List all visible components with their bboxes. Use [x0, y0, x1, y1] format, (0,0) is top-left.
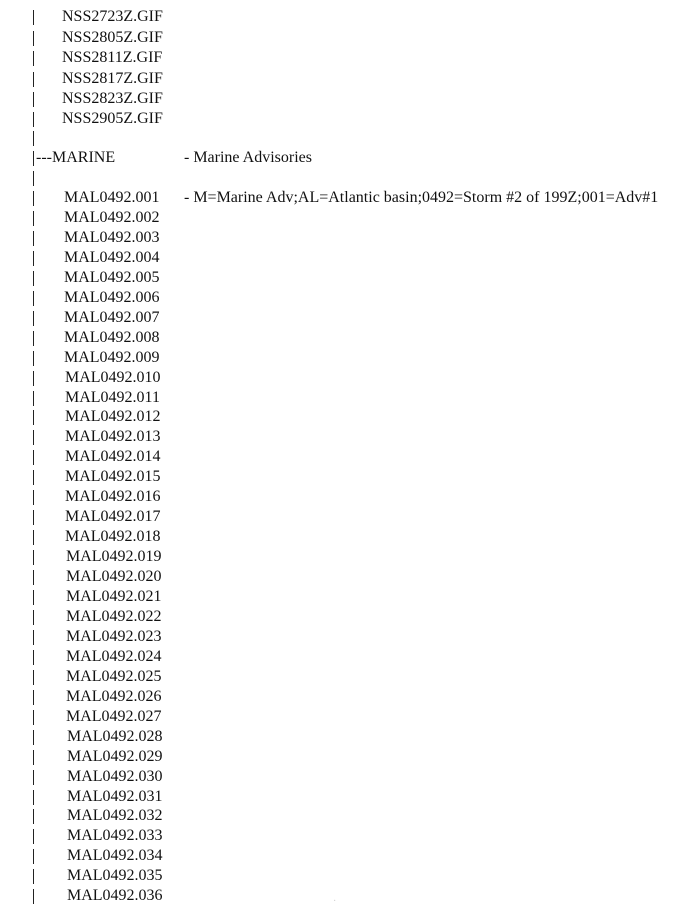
marine-advisory-file-name: MAL0492.004 — [64, 249, 160, 266]
tree-line — [33, 670, 34, 685]
marine-advisory-file-name: MAL0492.021 — [66, 588, 162, 605]
tree-line — [33, 211, 34, 226]
tree-line — [33, 191, 34, 206]
file-name: NSS2723Z.GIF — [62, 8, 163, 25]
tree-line — [33, 311, 34, 326]
marine-advisory-file-name: MAL0492.018 — [65, 528, 161, 545]
tree-line — [33, 650, 34, 665]
marine-advisory-file-name: MAL0492.028 — [67, 728, 163, 745]
marine-advisory-file-name: MAL0492.030 — [67, 768, 163, 785]
marine-advisory-file-name: MAL0492.001 — [64, 189, 160, 206]
tree-line — [33, 490, 34, 505]
tree-line — [33, 770, 34, 785]
tree-line — [33, 710, 34, 725]
tree-line — [33, 430, 34, 445]
marine-advisory-file-name: MAL0492.011 — [65, 389, 160, 406]
file-name: NSS2905Z.GIF — [62, 110, 163, 127]
tree-line — [33, 829, 34, 844]
marine-advisory-file-name: MAL0492.024 — [66, 648, 162, 665]
marine-advisory-file-name: MAL0492.034 — [67, 847, 163, 864]
tree-line — [33, 869, 34, 884]
tree-line — [33, 391, 34, 406]
tree-line — [33, 151, 34, 166]
tree-line — [33, 889, 34, 904]
marine-advisory-file-name: MAL0492.002 — [64, 209, 160, 226]
tree-line — [33, 610, 34, 625]
marine-advisory-file-name: MAL0492.031 — [67, 788, 163, 805]
marine-advisory-file-name: MAL0492.020 — [66, 568, 162, 585]
marine-advisory-file-name: MAL0492.010 — [65, 369, 161, 386]
tree-line — [33, 351, 34, 366]
marine-advisory-file-name: MAL0492.015 — [65, 468, 161, 485]
tree-line — [33, 630, 34, 645]
marine-advisory-file-name: MAL0492.027 — [66, 708, 162, 725]
file-name: NSS2811Z.GIF — [62, 49, 163, 66]
tree-line — [33, 371, 34, 386]
marine-advisory-file-name: MAL0492.017 — [65, 508, 161, 525]
tree-line — [33, 809, 34, 824]
marine-advisory-file-name: MAL0492.012 — [65, 408, 161, 425]
tree-line — [33, 510, 34, 525]
marine-advisory-file-name: MAL0492.003 — [64, 229, 160, 246]
tree-line — [33, 72, 34, 87]
tree-line — [33, 251, 34, 266]
file-name: NSS2817Z.GIF — [62, 70, 163, 87]
tree-line — [33, 31, 34, 46]
tree-line — [33, 231, 34, 246]
marine-advisory-file-name: MAL0492.006 — [64, 289, 160, 306]
tree-line — [33, 112, 34, 127]
marine-advisory-file-name: MAL0492.036 — [67, 887, 163, 904]
scan-speck: · — [333, 896, 337, 907]
marine-advisory-file-name: MAL0492.025 — [66, 668, 162, 685]
tree-line — [33, 590, 34, 605]
tree-line — [33, 171, 34, 186]
tree-line — [33, 331, 34, 346]
tree-line — [33, 470, 34, 485]
marine-directory-description: - Marine Advisories — [184, 149, 312, 166]
advisory-naming-note: - M=Marine Adv;AL=Atlantic basin;0492=Storm #2 of 199Z;001=Adv#1 — [184, 189, 659, 206]
tree-line — [33, 291, 34, 306]
tree-line — [33, 690, 34, 705]
marine-advisory-file-name: MAL0492.005 — [64, 269, 160, 286]
marine-advisory-file-name: MAL0492.007 — [64, 309, 160, 326]
tree-line — [33, 410, 34, 425]
marine-advisory-file-name: MAL0492.009 — [64, 349, 160, 366]
marine-advisory-file-name: MAL0492.014 — [65, 448, 161, 465]
marine-advisory-file-name: MAL0492.035 — [67, 867, 163, 884]
marine-advisory-file-name: MAL0492.033 — [67, 827, 163, 844]
marine-advisory-file-name: MAL0492.022 — [66, 608, 162, 625]
tree-line — [33, 570, 34, 585]
tree-line — [33, 790, 34, 805]
file-name: NSS2823Z.GIF — [62, 90, 163, 107]
tree-line — [33, 849, 34, 864]
marine-advisory-file-name: MAL0492.032 — [67, 807, 163, 824]
marine-advisory-file-name: MAL0492.019 — [66, 548, 162, 565]
tree-line — [33, 550, 34, 565]
tree-line — [33, 730, 34, 745]
marine-advisory-file-name: MAL0492.026 — [66, 688, 162, 705]
marine-advisory-file-name: MAL0492.016 — [65, 488, 161, 505]
tree-line — [33, 750, 34, 765]
marine-advisory-file-name: MAL0492.013 — [65, 428, 161, 445]
marine-advisory-file-name: MAL0492.008 — [64, 329, 160, 346]
marine-directory-label: ---MARINE — [36, 149, 116, 166]
tree-line — [33, 271, 34, 286]
tree-line — [33, 51, 34, 66]
marine-advisory-file-name: MAL0492.029 — [67, 748, 163, 765]
marine-advisory-file-name: MAL0492.023 — [66, 628, 162, 645]
tree-line — [33, 10, 34, 25]
tree-line — [33, 450, 34, 465]
tree-line — [33, 131, 34, 146]
tree-line — [33, 530, 34, 545]
tree-line — [33, 92, 34, 107]
file-name: NSS2805Z.GIF — [62, 29, 163, 46]
